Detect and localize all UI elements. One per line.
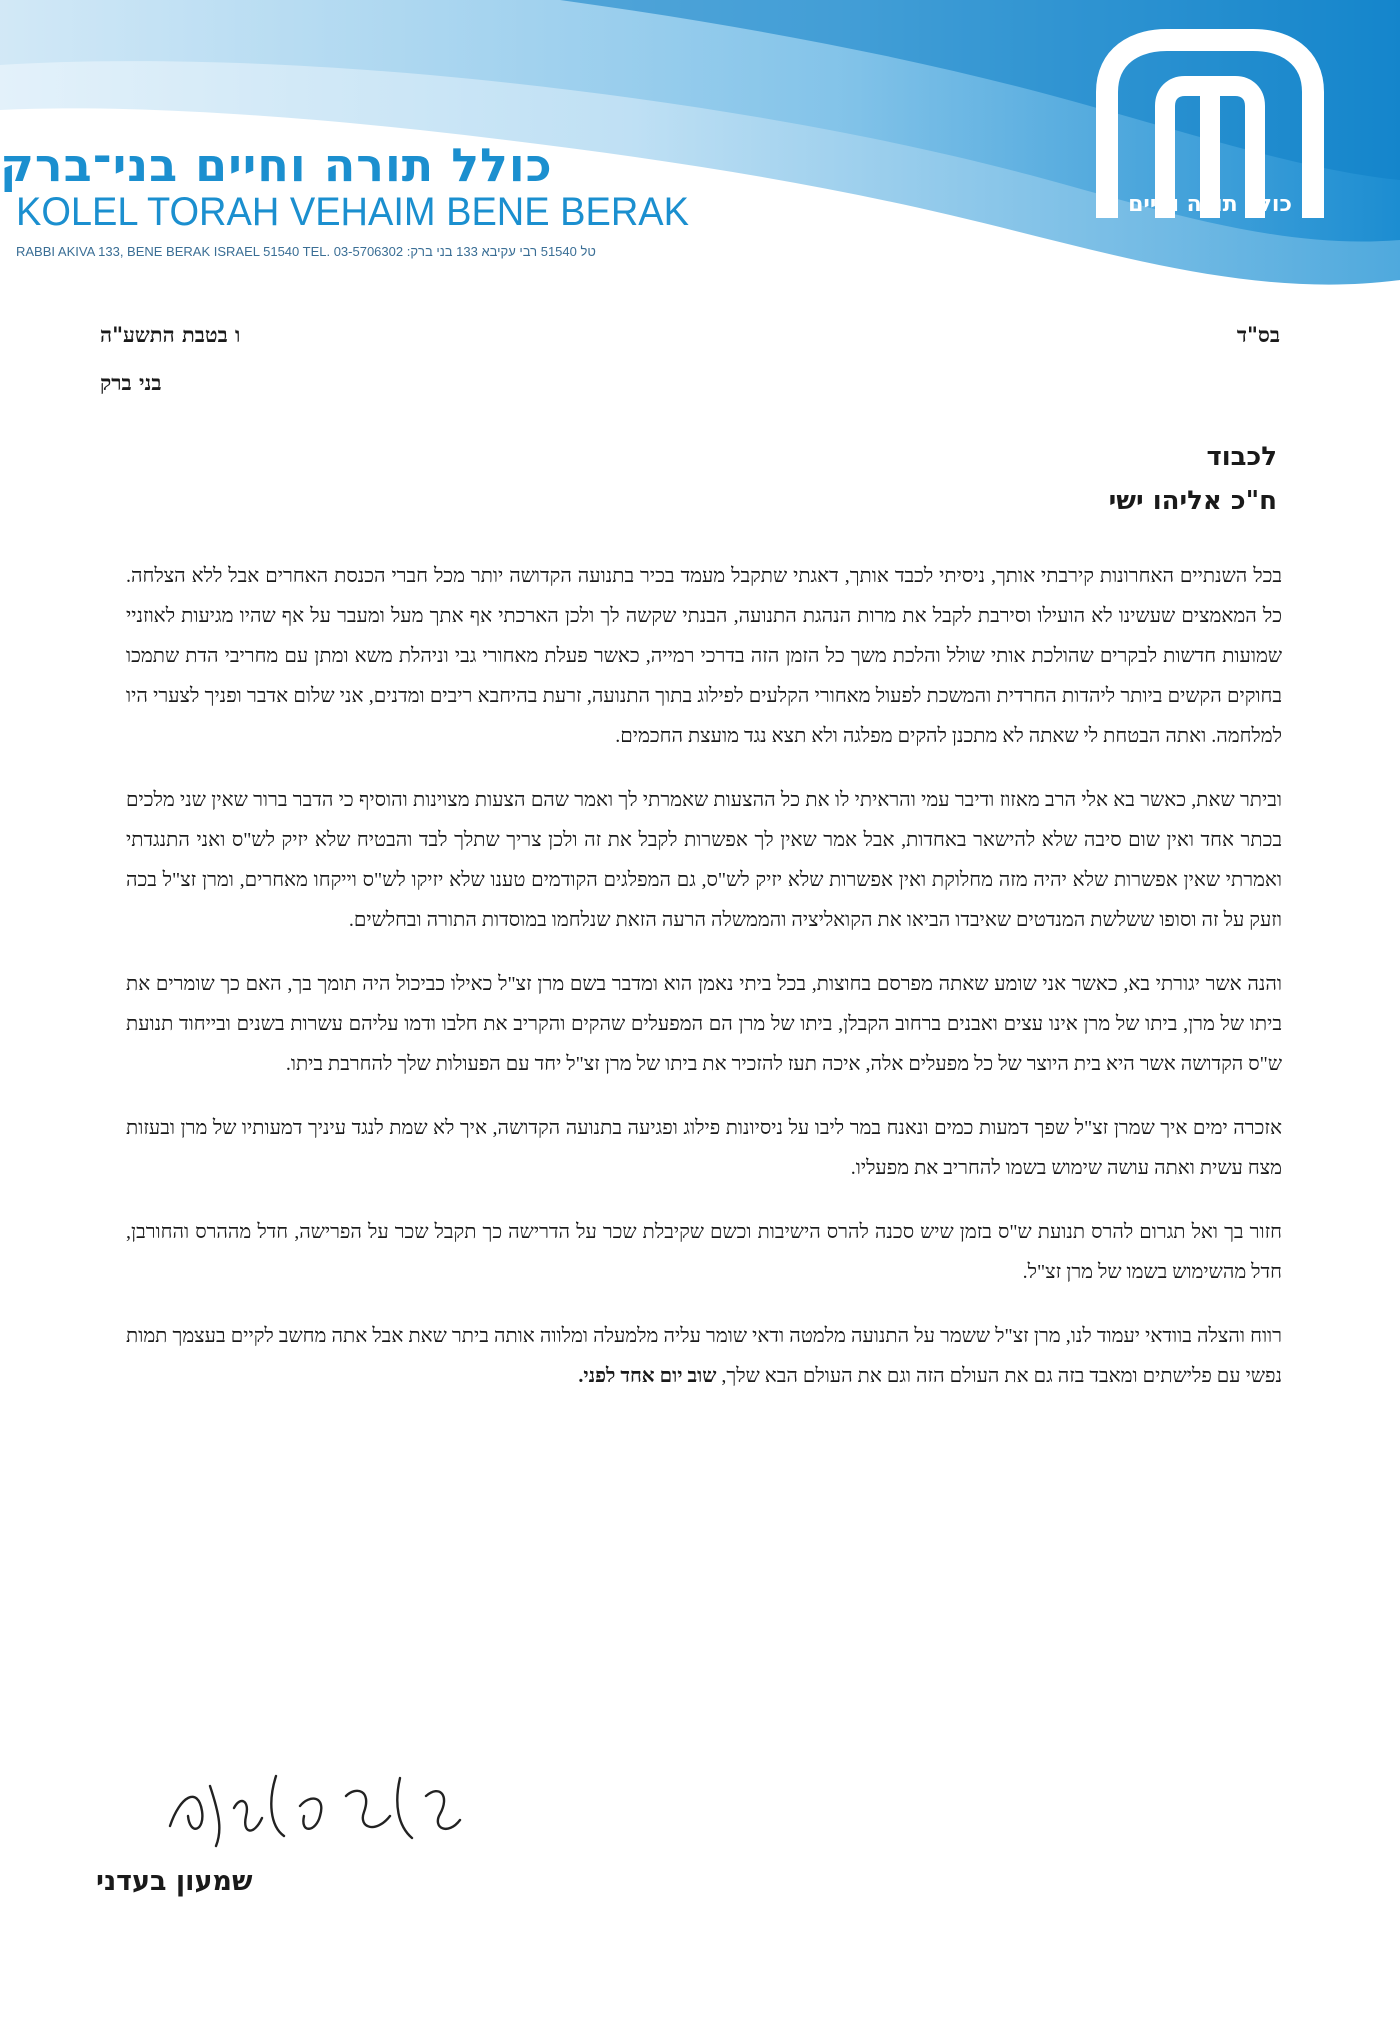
- bsd-heading: בס"ד: [1236, 322, 1280, 347]
- body-paragraph-5: חזור בך ואל תגרום להרס תנועת ש"ס בזמן שיש סכנה להרס הישיבות וכשם שקיבלת שכר על הדרישה כך תקבל שכר על הפרישה, חדל מההרס והחורבן, חדל מהשימוש בשמו של מרן זצ"ל.: [126, 1221, 1282, 1283]
- letter-place: בני ברק: [100, 370, 162, 395]
- body-paragraph-3: והנה אשר יגורתי בא, כאשר אני שומע שאתה מפרסם בחוצות, בכל ביתי נאמן הוא ומדבר בשם מרן זצ"ל כאילו כביכול היה תומך בך, האם כך שומרים את ביתו של מרן, ביתו של מרן אינו עצים ואבנים ברחוב הקבלן, ביתו של מרן הם המפעלים שהקים והקריב את חלבו ודמו עליהם עשרות בשנים ובייחוד תנועת ש"ס הקדושה אשר היא בית היוצר של כל מפעלים אלה, איכה תעז להזכיר את ביתו של מרן זצ"ל יחד עם הפעולות שלך להחרבת ביתו.: [126, 973, 1282, 1075]
- body-paragraph-6: [126, 1316, 1282, 1396]
- letter-date: ו בטבת התשע"ה: [100, 322, 241, 347]
- salutation-title: לכבוד: [1206, 442, 1277, 472]
- logo-caption: כולל תורה וחיים: [1128, 192, 1292, 217]
- org-name-hebrew: כולל תורה וחיים בני־ברק: [0, 138, 553, 192]
- body-paragraph-4: אזכרה ימים איך שמרן זצ"ל שפך דמעות כמים ונאנח במר ליבו על ניסיונות פילוג ופגיעה בתנועה הקדושה, איך לא שמת לנגד עיניך דמעותיו של מרן ובעזות מצח עשית ואתה עושה שימוש בשמו להחריב את מפעליו.: [126, 1117, 1282, 1179]
- recipient-name: ח"כ אליהו ישי: [1108, 486, 1277, 516]
- signer-name: שמעון בעדני: [96, 1866, 253, 1897]
- body-paragraph-2: וביתר שאת, כאשר בא אלי הרב מאזוז ודיבר עמי והראיתי לו את כל ההצעות שאמרתי לך ואמר שהם הצעות מצוינות והוסיף כי הדבר ברור שאין שני מלכים בכתר אחד ואין שום סיבה שלא להישאר באחדות, אבל אמר שאין לך אפשרות לקבל את זה ולכן צריך שתלך לבד והבטיח שלא יזיק לש"ס ואני התנגדתי ואמרתי שאין אפשרות שלא יהיה מזה מחלוקת ואין אפשרות שלא יזיק לש"ס, גם המפלגים הקודמים טענו שלא יזיקו לש"ס וייקחו מאחרים, ומרן זצ"ל בכה וזעק על זה וסופו ששלשת המנדטים שאיבדו הביאו את הקואליציה והממשלה הרעה הזאת שנלחמו במוסדות התורה ובחלשים.: [126, 789, 1282, 931]
- handwritten-signature: [150, 1756, 470, 1866]
- body-paragraph-1: בכל השנתיים האחרונות קירבתי אותך, ניסיתי לכבד אותך, דאגתי שתקבל מעמד בכיר בתנועה הקדושה יותר מכל חברי הכנסת האחרים אבל ללא הצלחה. כל המאמצים שעשינו לא הועילו וסירבת לקבל את מרות הנהגת התנועה, הבנתי שקשה לך ולכן הארכתי אף אתך מעל ומעבר על אף שהיו מגיעות לאוזניי שמועות חדשות לבקרים שהולכת אותי שולל והלכת משך כל הזמן הזה בדרכי רמייה, כאשר פעלת מאחורי גבי וניהלת משא ומתן עם מחריבי הדת שתמכו בחוקים הקשים ביותר ליהדות החרדית והמשכת לפעול מאחורי הקלעים לפילוג בתוך התנועה, זרעת בהיחבא ריבים ומדנים, אני שלום אדבר ופניך לצערי היו למלחמה. ואתה הבטחת לי שאתה לא מתכנן להקים מפלגה ולא תצא נגד מועצת החכמים.: [126, 565, 1282, 747]
- letterhead: [0, 0, 1400, 300]
- org-address-line: RABBI AKIVA 133, BENE BERAK ISRAEL 51540 TEL. 03-5706302 :טל 51540 רבי עקיבא 133 בני ברק: [16, 244, 596, 259]
- letter-body: [126, 556, 1282, 1420]
- closing-text: רווח והצלה בוודאי יעמוד לנו, מרן זצ"ל ששמר על התנועה מלמטה ודאי שומר עליה מלמעלה ומלווה אותה ביתר שאת אבל אתה מחשב לקיים בעצמך תמות נפשי עם פלישתים ומאבד בזה גם את העולם הזה וגם את העולם הבא שלך,: [126, 1325, 1282, 1387]
- org-name-english: KOLEL TORAH VEHAIM BENE BERAK: [16, 190, 689, 234]
- closing-bold-text: שוב יום אחד לפני.: [578, 1365, 717, 1387]
